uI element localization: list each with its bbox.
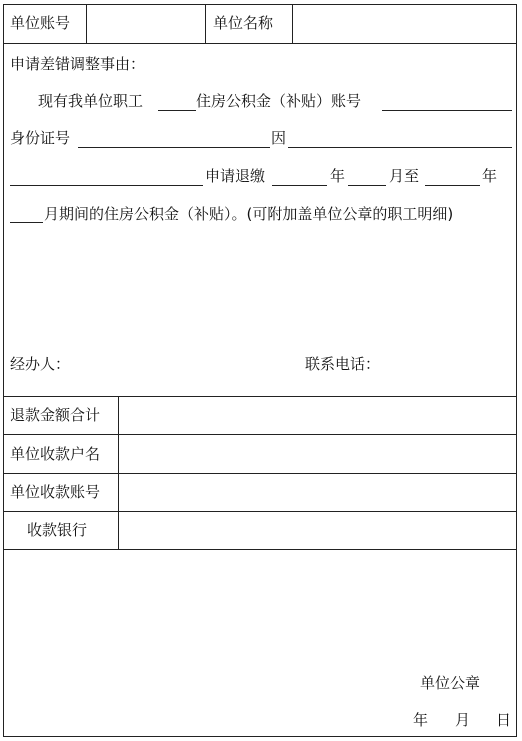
date-month-label: 月: [455, 711, 471, 729]
reason-title: 申请差错调整事由：: [10, 55, 146, 73]
line1-mid: 住房公积金（补贴）账号: [196, 92, 362, 110]
employee-name-blank[interactable]: [158, 110, 196, 111]
handler-label: 经办人：: [10, 355, 71, 373]
header-col-divider-3: [292, 4, 293, 43]
line1-prefix: 现有我单位职工: [38, 92, 144, 110]
details-top-divider: [3, 396, 517, 397]
form-frame: [3, 4, 517, 737]
line4-suffix: 月期间的住房公积金（补贴）。(可附加盖单位公章的职工明细): [44, 205, 454, 223]
start-year-label: 年: [330, 167, 346, 185]
header-col-divider-2: [205, 4, 206, 43]
reason-continue-blank[interactable]: [10, 185, 203, 186]
payee-bank-label: 收款银行: [27, 521, 88, 539]
phone-label: 联系电话：: [305, 355, 381, 373]
payee-account-label: 单位收款账号: [10, 483, 101, 501]
date-day-label: 日: [496, 711, 512, 729]
reason-blank[interactable]: [288, 147, 512, 148]
details-row-divider-3: [3, 511, 517, 512]
header-col-divider-1: [86, 4, 87, 43]
header-divider: [3, 43, 517, 44]
details-row-divider-1: [3, 434, 517, 435]
end-month-blank[interactable]: [10, 222, 43, 223]
seal-label: 单位公章: [420, 674, 481, 692]
line3-mid: 申请退缴: [205, 167, 266, 185]
payee-name-label: 单位收款户名: [10, 445, 101, 463]
end-year-label: 年: [482, 167, 498, 185]
line2-prefix: 身份证号: [10, 129, 71, 147]
start-year-blank[interactable]: [272, 185, 327, 186]
end-year-blank[interactable]: [425, 185, 480, 186]
account-label: 单位账号: [10, 14, 71, 32]
month-to-label: 月至: [389, 167, 420, 185]
unit-name-label: 单位名称: [213, 14, 274, 32]
line2-mid: 因: [271, 129, 287, 147]
fund-account-blank[interactable]: [382, 110, 512, 111]
details-bottom-divider: [3, 549, 517, 550]
details-row-divider-2: [3, 473, 517, 474]
id-number-blank[interactable]: [78, 147, 270, 148]
refund-total-label: 退款金额合计: [10, 406, 101, 424]
details-col-divider: [118, 396, 119, 549]
start-month-blank[interactable]: [348, 185, 386, 186]
date-year-label: 年: [413, 711, 429, 729]
